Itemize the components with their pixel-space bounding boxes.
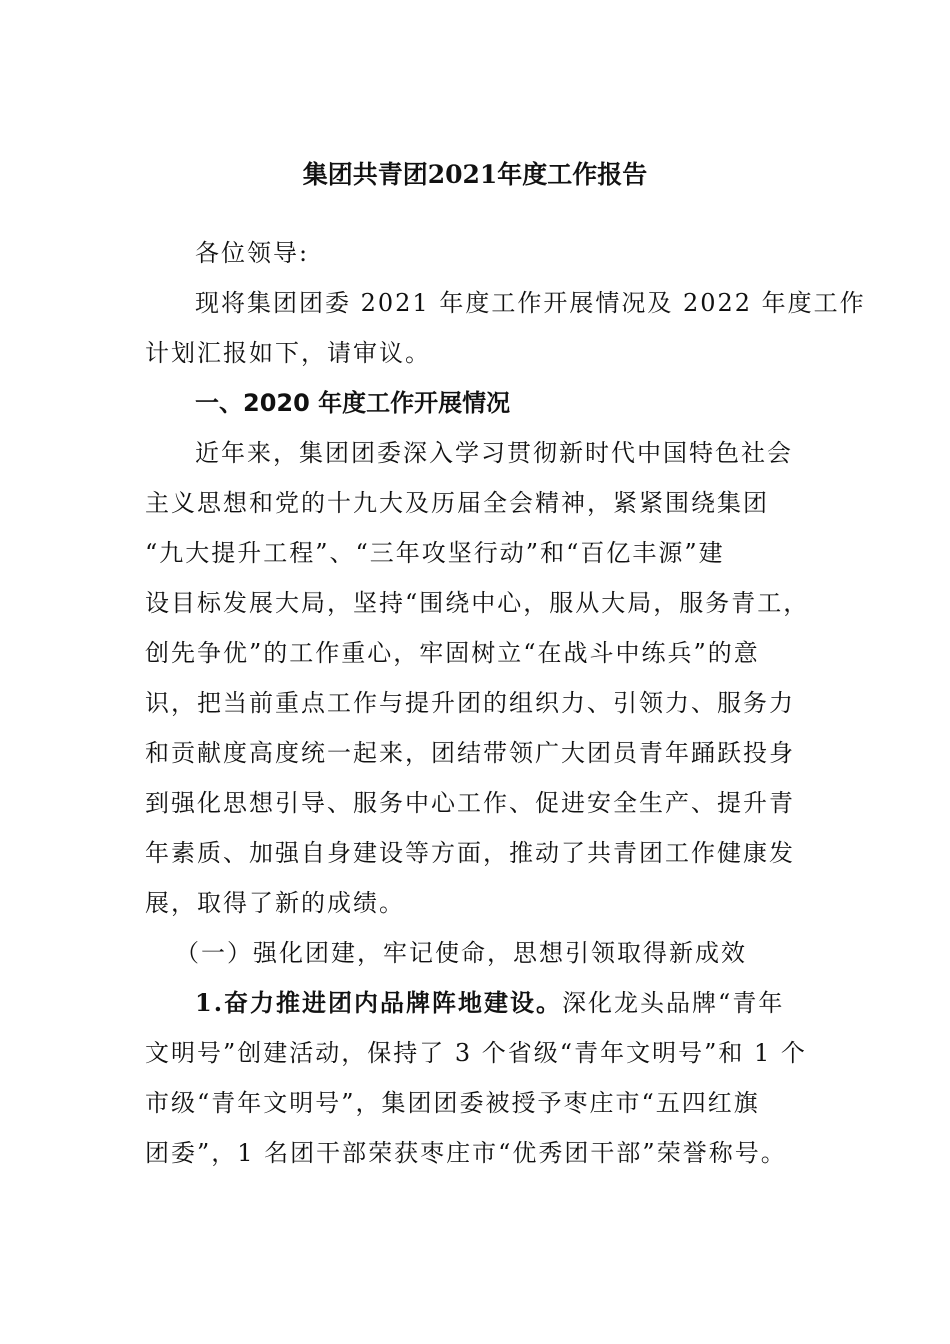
item-heading: 1.奋力推进团内品牌阵地建设。	[195, 988, 563, 1017]
subsection-heading: （一）强化团建，牢记使命，思想引领取得新成效	[175, 939, 747, 967]
paragraph-line: 到强化思想引导、服务中心工作、促进安全生产、提升青	[145, 789, 795, 817]
salutation: 各位领导:	[195, 239, 310, 267]
paragraph-line: 年素质、加强自身建设等方面，推动了共青团工作健康发	[145, 839, 795, 867]
item-line	[195, 983, 784, 1023]
item-line: 文明号”创建活动，保持了 3 个省级“青年文明号”和 1 个	[145, 1039, 807, 1067]
paragraph-line: “九大提升工程”、“三年攻坚行动”和“百亿丰源”建	[145, 539, 725, 567]
intro-line: 现将集团团委 2021 年度工作开展情况及 2022 年度工作	[195, 289, 866, 317]
paragraph-line: 近年来，集团团委深入学习贯彻新时代中国特色社会	[195, 439, 793, 467]
paragraph-line: 识，把当前重点工作与提升团的组织力、引领力、服务力	[145, 689, 795, 717]
paragraph-line: 和贡献度高度统一起来，团结带领广大团员青年踊跃投身	[145, 739, 795, 767]
item-line: 市级“青年文明号”，集团团委被授予枣庄市“五四红旗	[145, 1089, 760, 1117]
paragraph-line: 展，取得了新的成绩。	[145, 889, 405, 917]
item-line: 团委”，1 名团干部荣获枣庄市“优秀团干部”荣誉称号。	[145, 1139, 787, 1167]
intro-line: 计划汇报如下，请审议。	[145, 339, 431, 367]
item-text: 深化龙头品牌“青年	[562, 989, 785, 1017]
paragraph-line: 设目标发展大局，坚持“围绕中心，服从大局，服务青工，	[145, 589, 810, 617]
document-title: 集团共青团2021年度工作报告	[302, 160, 648, 189]
section-heading: 一、2020 年度工作开展情况	[195, 389, 511, 417]
paragraph-line: 创先争优”的工作重心，牢固树立“在战斗中练兵”的意	[145, 639, 760, 667]
paragraph-line: 主义思想和党的十九大及历届全会精神，紧紧围绕集团	[145, 489, 769, 517]
